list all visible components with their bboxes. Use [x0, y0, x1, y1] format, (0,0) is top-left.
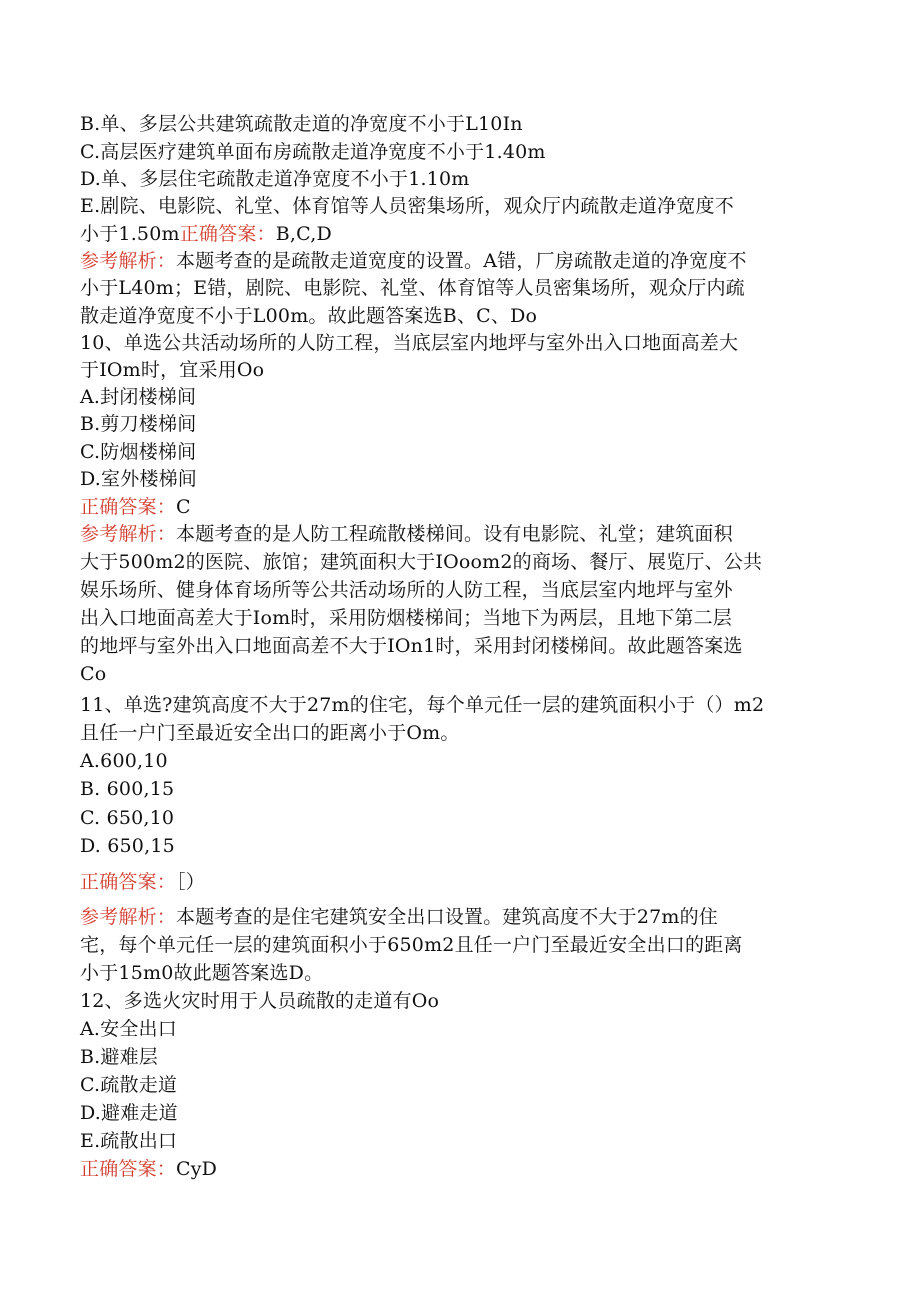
q9-analysis-line2: 小于L40m；E错，剧院、电影院、礼堂、体育馆等人员密集场所，观众厅内疏: [80, 277, 745, 299]
q11-analysis-line1: [80, 904, 718, 930]
q9-option-e-line2-with-answer: [80, 221, 332, 247]
q10-option-c: C.防烟楼梯间: [80, 441, 197, 463]
q10-option-b: B.剪刀楼梯间: [80, 413, 197, 435]
q12-option-b: B.避难层: [80, 1046, 159, 1068]
q10-analysis-text1: 本题考查的是人防工程疏散楼梯间。设有电影院、礼堂；建筑面积: [176, 523, 733, 545]
q11-answer-label: 正确答案：: [80, 871, 177, 893]
q10-answer-value: C: [176, 496, 191, 518]
q12-option-a: A.安全出口: [80, 1018, 177, 1040]
q11-option-b: B. 600,15: [80, 778, 175, 800]
q12-option-e: E.疏散出口: [80, 1130, 178, 1152]
q10-analysis-line1: [80, 521, 733, 547]
q9-option-d: D.单、多层住宅疏散走道净宽度不小于1.10m: [80, 168, 470, 190]
q10-analysis-line4: 出入口地面高差大于Iom时，采用防烟楼梯间；当地下为两层，且地下第二层: [80, 607, 732, 629]
q11-option-c: C. 650,10: [80, 807, 175, 829]
q11-answer-value: ［）: [176, 871, 205, 893]
q10-analysis-line3: 娱乐场所、健身体育场所等公共活动场所的人防工程，当底层室内地坪与室外: [80, 579, 733, 601]
q9-option-c: C.高层医疗建筑单面布房疏散走道净宽度不小于1.40m: [80, 141, 546, 163]
q10-option-d: D.室外楼梯间: [80, 468, 197, 490]
q9-analysis-line3: 散走道净宽度不小于L00m。故此题答案选B、C、Do: [80, 305, 538, 327]
q9-analysis-label: 参考解析：: [80, 250, 177, 272]
q10-analysis-line5: 的地坪与室外出入口地面高差不大于IOn1时，采用封闭楼梯间。故此题答案选: [80, 635, 743, 657]
q10-answer-label: 正确答案：: [80, 496, 177, 518]
q9-option-b: B.单、多层公共建筑疏散走道的净宽度不小于L10In: [80, 113, 523, 135]
q12-option-d: D.避难走道: [80, 1102, 178, 1124]
q11-analysis-line3: 小于15m0故此题答案选D。: [80, 962, 324, 984]
q11-analysis-text1: 本题考查的是住宅建筑安全出口设置。建筑高度不大于27m的住: [176, 906, 719, 928]
q10-analysis-line6: Co: [80, 663, 107, 685]
q11-option-d: D. 650,15: [80, 835, 175, 857]
q9-answer-label: 正确答案：: [179, 223, 276, 245]
q9-option-e-line2: 小于1.50m: [80, 223, 180, 245]
q9-analysis-line1: [80, 248, 747, 274]
q10-stem-line2: 于IOm时，宜采用Oo: [80, 359, 265, 381]
q10-analysis-label: 参考解析：: [80, 523, 177, 545]
q12-answer-value: CyD: [176, 1158, 218, 1180]
q9-analysis-text1: 本题考查的是疏散走道宽度的设置。A错，厂房疏散走道的净宽度不: [176, 250, 747, 272]
q11-analysis-line2: 宅，每个单元任一层的建筑面积小于650m2且任一户门至最近安全出口的距离: [80, 934, 743, 956]
q12-option-c: C.疏散走道: [80, 1074, 178, 1096]
q11-option-a: A.600,10: [80, 750, 168, 772]
q9-answer-value: B,C,D: [275, 223, 332, 245]
q12-stem: 12、多选火灾时用于人员疏散的走道有Oo: [80, 990, 440, 1012]
q10-answer: [80, 494, 191, 520]
q11-answer: [80, 869, 205, 895]
q12-answer-label: 正确答案：: [80, 1158, 177, 1180]
q11-analysis-label: 参考解析：: [80, 906, 177, 928]
q10-stem-line1: 10、单选公共活动场所的人防工程，当底层室内地坪与室外出入口地面高差大: [80, 332, 739, 354]
q10-analysis-line2: 大于500m2的医院、旅馆；建筑面积大于IOoom2的商场、餐厅、展览厅、公共: [80, 551, 763, 573]
q12-answer: [80, 1156, 217, 1182]
q10-option-a: A.封闭楼梯间: [80, 386, 197, 408]
q11-stem-line2: 且任一户门至最近安全出口的距离小于Om。: [80, 722, 460, 744]
q11-stem-line1: 11、单选?建筑高度不大于27m的住宅，每个单元任一层的建筑面积小于（）m2: [80, 694, 765, 716]
q9-option-e-line1: E.剧院、电影院、礼堂、体育馆等人员密集场所，观众厅内疏散走道净宽度不: [80, 195, 734, 217]
